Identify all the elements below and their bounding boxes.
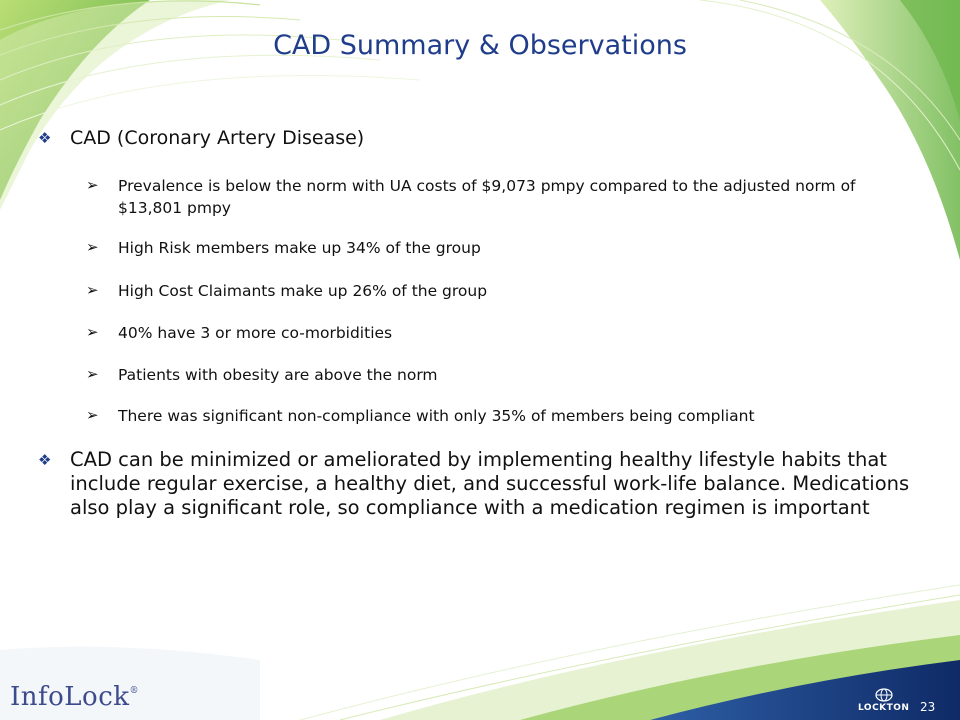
sub-bullet-compliance [86,405,906,427]
brand-mark: ® [129,686,140,696]
slide-title: CAD Summary & Observations [273,30,687,61]
sub-bullet-text: There was significant non-compliance with only 35% of members being compliant [118,407,755,425]
arrowhead-icon: ➢ [86,238,99,256]
lockton-text: LOCKTON [858,703,910,713]
lockton-logo [858,688,909,713]
infolock-logo [10,682,139,712]
globe-icon [874,688,894,702]
bullet-lifestyle [38,448,918,520]
diamond-cluster-icon: ❖ [38,451,52,469]
arrowhead-icon: ➢ [86,406,99,424]
diamond-cluster-icon: ❖ [38,129,52,147]
sub-bullet-text: High Cost Claimants make up 26% of the group [118,282,488,300]
sub-bullet-text: Patients with obesity are above the norm [118,366,438,384]
sub-bullet-text: 40% have 3 or more co-morbidities [118,324,393,342]
sub-bullet-prevalence [86,175,906,219]
sub-bullet-obesity [86,364,906,386]
page-number: 23 [920,700,936,714]
sub-bullet-text: High Risk members make up 34% of the group [118,239,481,257]
sub-bullet-text: Prevalence is below the norm with UA costs of $9,073 pmpy compared to the adjusted norm of $13,801 pmpy [118,177,856,217]
bullet-cad-definition [38,127,364,149]
arrowhead-icon: ➢ [86,281,99,299]
sub-bullet-comorbidities [86,322,906,344]
brand-text: InfoLock [10,682,130,712]
bullet-text: CAD (Coronary Artery Disease) [70,127,365,149]
arrowhead-icon: ➢ [86,365,99,383]
arrowhead-icon: ➢ [86,176,99,194]
bullet-text: CAD can be minimized or ameliorated by implementing healthy lifestyle habits that include regular exercise, a healthy diet, and successful work-life balance. Medications also play a significant role, so compliance with a medication regimen is important [70,448,910,519]
arrowhead-icon: ➢ [86,323,99,341]
sub-bullet-high-cost [86,280,906,302]
sub-bullet-high-risk [86,237,906,259]
